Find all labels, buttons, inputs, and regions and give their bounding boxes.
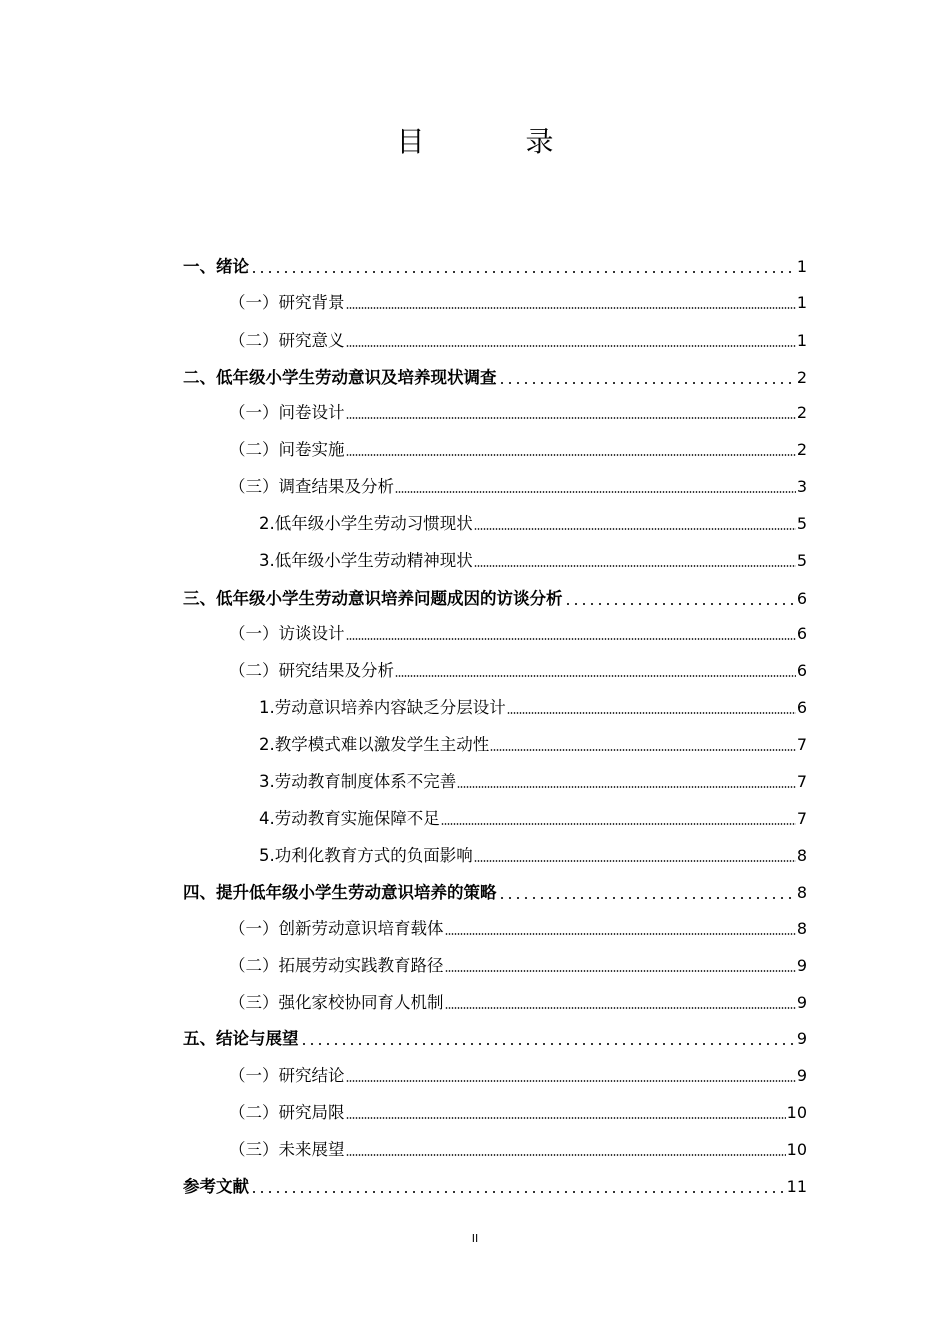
toc-entry-label: 二、低年级小学生劳动意识及培养现状调查 (183, 368, 497, 387)
toc-dot-leader (474, 860, 796, 862)
toc-entry-label: （三）未来展望 (229, 1140, 345, 1159)
toc-dot-leader (445, 933, 796, 935)
toc-dot-leader (474, 528, 796, 530)
toc-entry-page-number: 1 (796, 257, 807, 276)
toc-entry-page-number: 8 (796, 919, 807, 938)
toc-section-entry[interactable] (183, 318, 807, 352)
toc-dot-leader (498, 382, 796, 384)
toc-section-entry[interactable] (183, 464, 807, 498)
toc-section-entry[interactable] (183, 759, 807, 793)
toc-entry-label: 2.低年级小学生劳动习惯现状 (259, 514, 473, 533)
toc-entry-page-number: 8 (796, 846, 807, 865)
toc-chapter-entry[interactable] (183, 244, 807, 278)
toc-entry-label: 一、绪论 (183, 257, 249, 276)
toc-entry-label: 3.低年级小学生劳动精神现状 (259, 551, 473, 570)
toc-entry-page-number: 11 (786, 1177, 807, 1196)
toc-section-entry[interactable] (183, 722, 807, 756)
toc-section-entry[interactable] (183, 501, 807, 535)
footer-page-number: II (471, 1232, 479, 1245)
toc-section-entry[interactable] (183, 1053, 807, 1087)
toc-dot-leader (498, 897, 796, 899)
toc-entry-label: 三、低年级小学生劳动意识培养问题成因的访谈分析 (183, 589, 563, 608)
toc-entry-label: （一）研究结论 (229, 1066, 345, 1085)
toc-dot-leader (346, 1117, 786, 1119)
toc-entry-label: 3.劳动教育制度体系不完善 (259, 772, 457, 791)
toc-dot-leader (445, 970, 796, 972)
toc-chapter-entry[interactable] (183, 1016, 807, 1050)
toc-dot-leader (564, 603, 796, 605)
toc-entry-label: 4.劳动教育实施保障不足 (259, 809, 440, 828)
toc-dot-leader (395, 491, 796, 493)
toc-dot-leader (395, 675, 796, 677)
toc-entry-label: （二）问卷实施 (229, 440, 345, 459)
toc-entry-page-number: 7 (796, 772, 807, 791)
toc-entry-page-number: 6 (796, 661, 807, 680)
toc-entry-label: 2.教学模式难以激发学生主动性 (259, 735, 490, 754)
toc-dot-leader (250, 271, 796, 273)
toc-entry-label: （二）研究意义 (229, 331, 345, 350)
toc-section-entry[interactable] (183, 280, 807, 314)
toc-entry-page-number: 1 (796, 293, 807, 312)
toc-dot-leader (346, 1080, 796, 1082)
toc-dot-leader (457, 786, 796, 788)
toc-section-entry[interactable] (183, 943, 807, 977)
toc-section-entry[interactable] (183, 648, 807, 682)
toc-entry-page-number: 8 (796, 883, 807, 902)
toc-chapter-entry[interactable] (183, 1164, 807, 1198)
toc-section-entry[interactable] (183, 906, 807, 940)
toc-section-entry[interactable] (183, 685, 807, 719)
toc-section-entry[interactable] (183, 833, 807, 867)
toc-entry-page-number: 2 (796, 368, 807, 387)
toc-entry-page-number: 9 (796, 1066, 807, 1085)
toc-entry-page-number: 7 (796, 735, 807, 754)
toc-entry-page-number: 10 (786, 1103, 807, 1122)
toc-entry-label: （一）研究背景 (229, 293, 345, 312)
toc-section-entry[interactable] (183, 611, 807, 645)
toc-entry-label: （三）强化家校协同育人机制 (229, 993, 444, 1012)
toc-section-entry[interactable] (183, 1127, 807, 1161)
toc-entry-page-number: 6 (796, 698, 807, 717)
toc-section-entry[interactable] (183, 1090, 807, 1124)
toc-dot-leader (507, 712, 796, 714)
toc-entry-page-number: 2 (796, 440, 807, 459)
toc-entry-label: 五、结论与展望 (183, 1029, 299, 1048)
toc-section-entry[interactable] (183, 796, 807, 830)
toc-entry-page-number: 6 (796, 624, 807, 643)
toc-entry-label: 参考文献 (183, 1177, 249, 1196)
toc-entry-page-number: 1 (796, 331, 807, 350)
toc-section-entry[interactable] (183, 980, 807, 1014)
toc-dot-leader (441, 823, 796, 825)
toc-section-entry[interactable] (183, 538, 807, 572)
toc-dot-leader (346, 1154, 786, 1156)
toc-dot-leader (346, 345, 796, 347)
toc-entry-page-number: 5 (796, 514, 807, 533)
toc-dot-leader (490, 749, 796, 751)
toc-entry-label: （二）研究结果及分析 (229, 661, 394, 680)
toc-entry-label: （一）访谈设计 (229, 624, 345, 643)
toc-dot-leader (346, 417, 796, 419)
toc-entry-page-number: 9 (796, 956, 807, 975)
toc-entry-page-number: 10 (786, 1140, 807, 1159)
toc-entry-page-number: 2 (796, 403, 807, 422)
toc-entry-label: （三）调查结果及分析 (229, 477, 394, 496)
toc-section-entry[interactable] (183, 390, 807, 424)
page-title: 目 录 (396, 125, 600, 158)
toc-entry-label: （一）问卷设计 (229, 403, 345, 422)
toc-entry-label: （二）拓展劳动实践教育路径 (229, 956, 444, 975)
toc-chapter-entry[interactable] (183, 870, 807, 904)
toc-entry-page-number: 9 (796, 1029, 807, 1048)
toc-dot-leader (300, 1043, 796, 1045)
toc-entry-page-number: 3 (796, 477, 807, 496)
toc-dot-leader (346, 638, 796, 640)
toc-entry-label: （二）研究局限 (229, 1103, 345, 1122)
toc-chapter-entry[interactable] (183, 576, 807, 610)
toc-entry-label: 1.劳动意识培养内容缺乏分层设计 (259, 698, 506, 717)
toc-entry-page-number: 7 (796, 809, 807, 828)
toc-dot-leader (250, 1191, 786, 1193)
toc-entry-page-number: 9 (796, 993, 807, 1012)
toc-section-entry[interactable] (183, 427, 807, 461)
toc-entry-page-number: 6 (796, 589, 807, 608)
toc-entry-label: （一）创新劳动意识培育载体 (229, 919, 444, 938)
toc-dot-leader (445, 1007, 796, 1009)
toc-chapter-entry[interactable] (183, 355, 807, 389)
toc-dot-leader (346, 307, 796, 309)
toc-entry-page-number: 5 (796, 551, 807, 570)
toc-entry-label: 四、提升低年级小学生劳动意识培养的策略 (183, 883, 497, 902)
toc-dot-leader (474, 565, 796, 567)
toc-entry-label: 5.功利化教育方式的负面影响 (259, 846, 473, 865)
toc-dot-leader (346, 454, 796, 456)
